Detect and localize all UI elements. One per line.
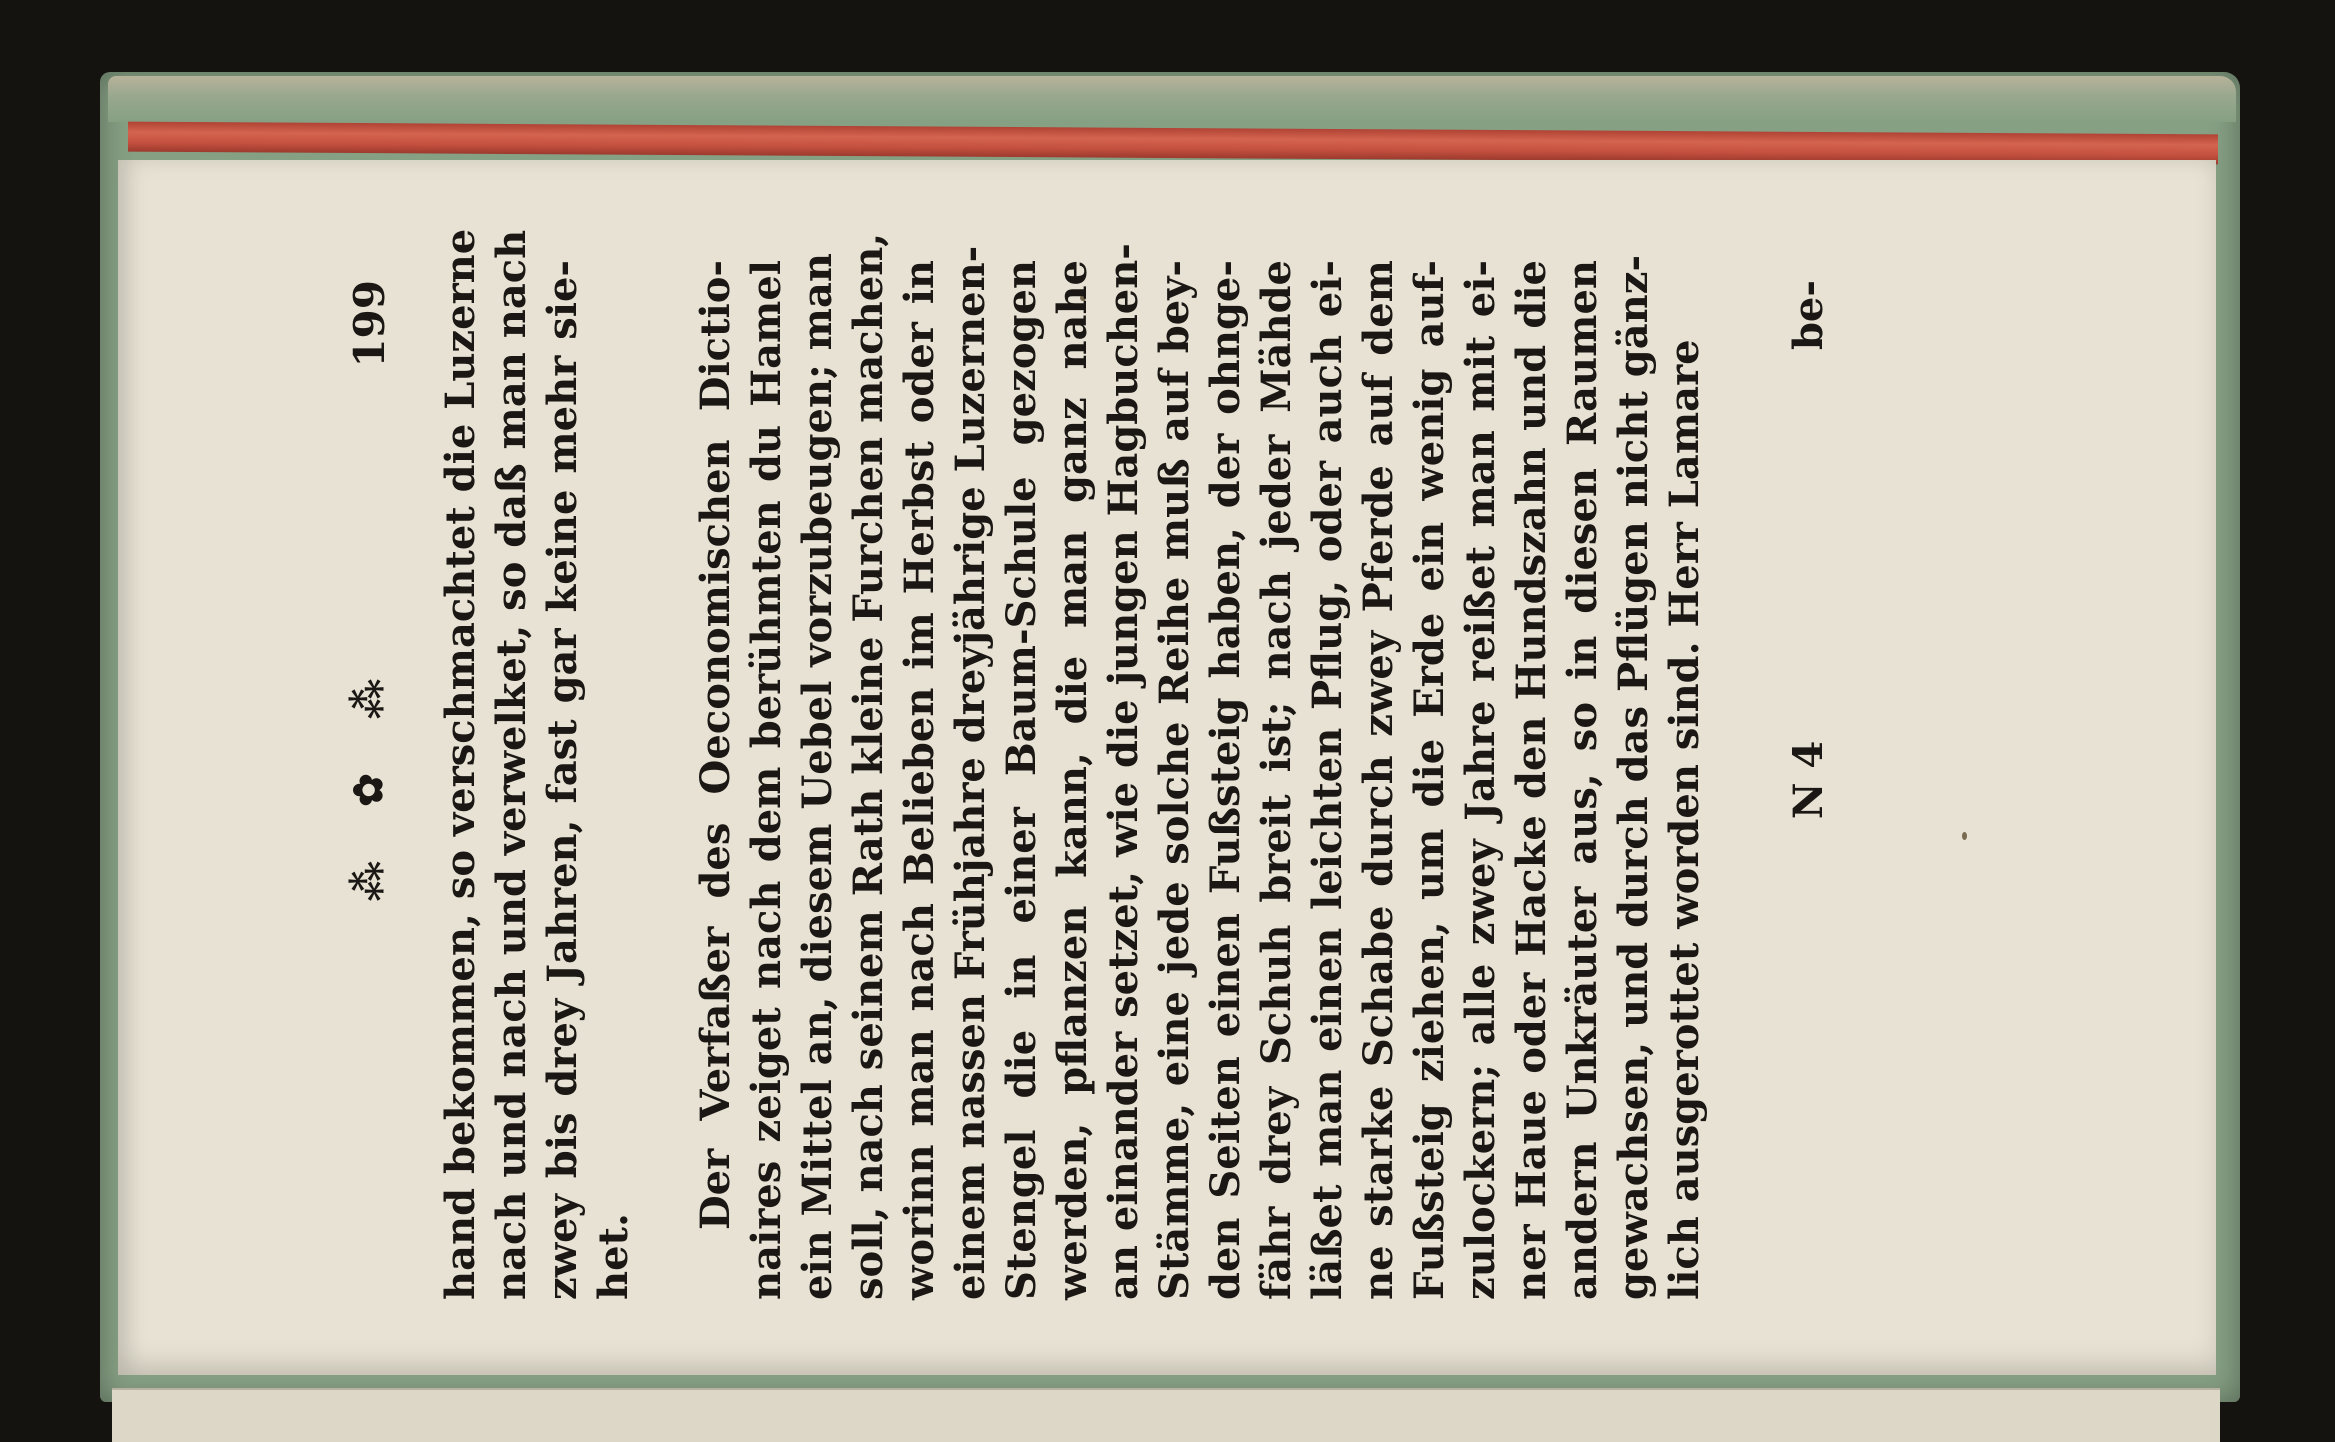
next-page-edge	[112, 1388, 2220, 1442]
text-line: soll, nach seinem Rath kleine Furchen machen,	[845, 232, 892, 1300]
text-line: Der Verfaßer des Oeconomischen Dictio-	[692, 260, 739, 1230]
text-line: lich ausgerottet worden sind. Herr Lamare	[1661, 339, 1708, 1300]
text-line: den Seiten einen Fußsteig haben, der ohnge-	[1202, 260, 1249, 1300]
text-line: ner Haue oder Hacke den Hundszahn und die	[1508, 260, 1555, 1300]
cover-worn-edge	[108, 76, 2236, 122]
text-line: läßet man einen leichten Pflug, oder auch ei-	[1304, 260, 1351, 1300]
text-line: worinn man nach Belieben im Herbst oder in	[896, 260, 943, 1300]
text-line: andern Unkräuter aus, so in diesen Raumen	[1559, 260, 1606, 1300]
text-line: Fußsteig ziehen, um die Erde ein wenig auf-	[1406, 260, 1453, 1300]
text-line: hand bekommen, so verschmachtet die Luzerne	[437, 228, 484, 1300]
body-text	[435, 228, 1710, 1300]
text-line: werden, pflanzen kann, die man ganz nahe	[1049, 260, 1096, 1300]
page-number: 199	[345, 280, 394, 368]
text-line: gewachsen, und durch das Pflügen nicht gänz-	[1610, 254, 1657, 1300]
text-line: ne starke Schabe durch zwey Pferde auf dem	[1355, 260, 1402, 1300]
paragraph-gap	[639, 260, 690, 1300]
page-footer	[1785, 260, 1845, 1300]
text-line: zulockern; alle zwey Jahre reißet man mit ei-	[1457, 260, 1504, 1300]
header-ornament: ⁂ ✿ ⁂	[345, 658, 392, 902]
text-line: an einander setzet, wie die jungen Hagbuchen-	[1100, 243, 1147, 1300]
text-line: Stengel die in einer Baum-Schule gezogen	[998, 260, 1045, 1300]
text-line: nach und nach und verwelket, so daß man nach	[488, 229, 535, 1300]
text-line: zwey bis drey Jahren, fast gar keine mehr sie-	[539, 260, 586, 1300]
text-line: einem nassen Frühjahre dreyjährige Luzernen-	[947, 245, 994, 1300]
text-line: het.	[590, 1213, 637, 1300]
text-line: fähr drey Schuh breit ist; nach jeder Mähde	[1253, 260, 1300, 1300]
text-line: naires zeiget nach dem berühmten du Hamel	[743, 260, 790, 1300]
text-line: Stämme, eine jede solche Reihe muß auf bey-	[1151, 260, 1198, 1300]
paper-speck	[1962, 832, 1967, 840]
signature-mark: N 4	[1785, 740, 1832, 820]
rotated-text-block	[345, 228, 1905, 1300]
text-line: ein Mittel an, diesem Uebel vorzubeugen; man	[794, 252, 841, 1300]
catchword: be-	[1785, 280, 1832, 351]
running-head	[345, 260, 409, 1300]
